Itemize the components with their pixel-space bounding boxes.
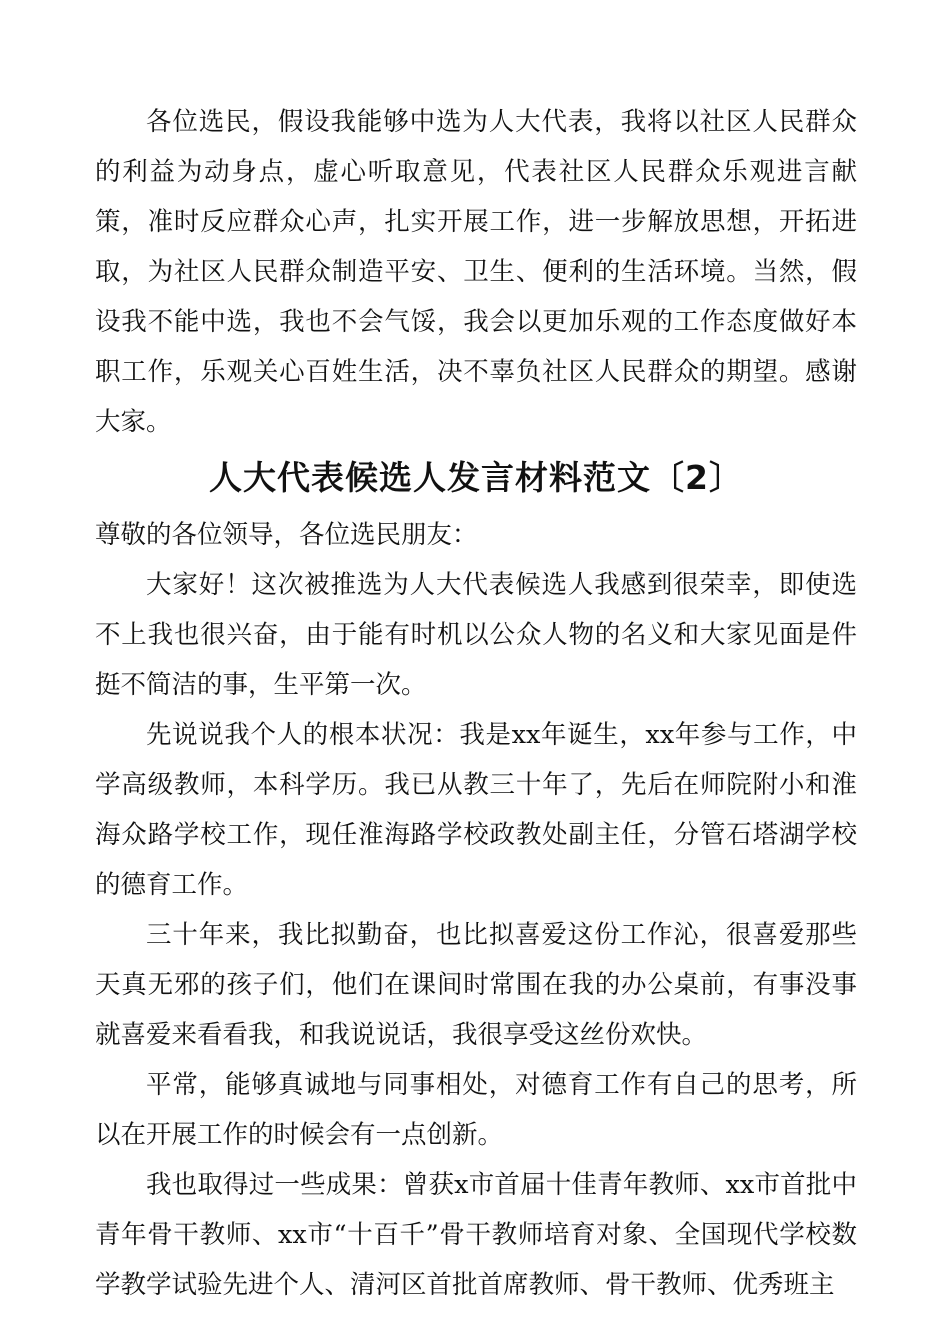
intro-paragraph: 各位选民，假设我能够中选为人大代表，我将以社区人民群众的利益为动身点，虚心听取意见，代表社区人民群众乐观进言献策，准时反应群众心声，扎实开展工作，进一步解放思想，开拓进取，为社区人民群众制造平安、卫生、便利的生活环境。当然，假设我不能中选，我也不会气馁，我会以更加乐观的工作态度做好本职工作，乐观关心百姓生活，决不辜负社区人民群众的期望。感谢大家。 [95, 107, 857, 437]
section-title: 人大代表候选人发言材料范文〔2〕 [209, 458, 743, 497]
document-page [95, 97, 857, 1310]
paragraph-greeting: 大家好！这次被推选为人大代表候选人我感到很荣幸，即使选不上我也很兴奋，由于能有时机以公众人物的名义和大家见面是件挺不简洁的事，生平第一次。 [95, 570, 857, 700]
paragraph-thirty-years: 三十年来，我比拟勤奋，也比拟喜爱这份工作沁，很喜爱那些天真无邪的孩子们，他们在课间时常围在我的办公桌前，有事没事就喜爱来看看我，和我说说话，我很享受这丝份欢快。 [95, 920, 857, 1050]
paragraph-achievements: 我也取得过一些成果：曾获x市首届十佳青年教师、xx市首批中青年骨干教师、xx市“十百千”骨干教师培育对象、全国现代学校数学教学试验先进个人、清河区首批首席教师、骨干教师、优秀班主 [95, 1170, 857, 1300]
paragraph-colleagues: 平常，能够真诚地与同事相处，对德育工作有自己的思考，所以在开展工作的时候会有一点创新。 [95, 1070, 857, 1150]
salutation: 尊敬的各位领导，各位选民朋友： [95, 520, 478, 550]
paragraph-background: 先说说我个人的根本状况：我是xx年诞生，xx年参与工作，中学高级教师，本科学历。我已从教三十年了，先后在师院附小和淮海众路学校工作，现任淮海路学校政教处副主任，分管石塔湖学校的德育工作。 [95, 720, 857, 900]
